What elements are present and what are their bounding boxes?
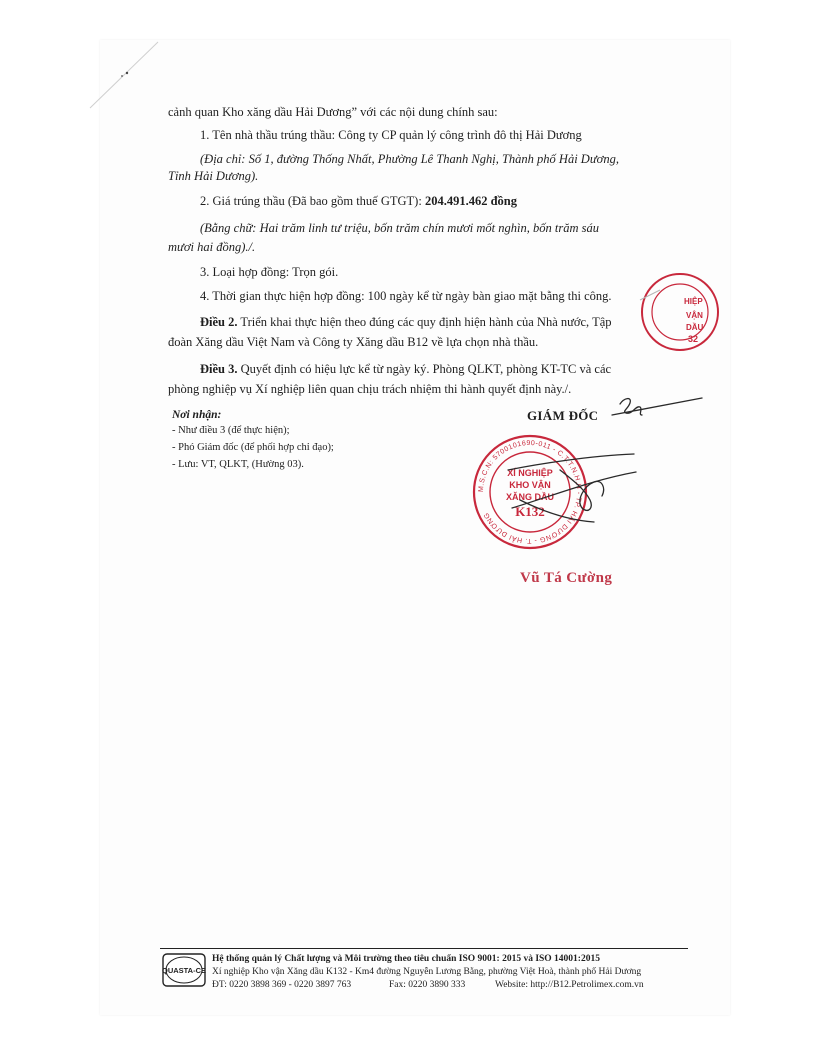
item-1-address-line-1: (Địa chỉ: Số 1, đường Thống Nhất, Phường Lê Thanh Nghị, Thành phố Hải Dương, xyxy=(200,152,619,166)
footer-iso-line: Hệ thống quản lý Chất lượng và Môi trường theo tiêu chuẩn ISO 9001: 2015 và ISO 14001:2015 xyxy=(212,954,600,964)
item-1-contractor: 1. Tên nhà thầu trúng thầu: Công ty CP quản lý công trình đô thị Hải Dương xyxy=(200,128,582,142)
partial-stamp-line-4: 32 xyxy=(688,334,699,344)
stamp-line-1: XÍ NGHIỆP xyxy=(507,468,553,478)
item-4-duration: 4. Thời gian thực hiện hợp đồng: 100 ngày kể từ ngày bàn giao mặt bằng thi công. xyxy=(200,289,612,303)
article-3-label: Điều 3. xyxy=(200,362,238,376)
stamp-line-2: KHO VẬN xyxy=(509,480,551,490)
article-3-text: Quyết định có hiệu lực kể từ ngày ký. Phòng QLKT, phòng KT-TC và các xyxy=(237,362,612,376)
item-1-address-line-2: Tỉnh Hải Dương). xyxy=(168,169,259,183)
footer-website: Website: http://B12.Petrolimex.com.vn xyxy=(495,980,644,990)
footer-divider xyxy=(160,948,688,949)
recipients-title: Nơi nhận: xyxy=(172,409,222,421)
stamp-line-3: XĂNG DẦU xyxy=(505,492,555,502)
quasta-ce-logo-icon xyxy=(162,953,206,987)
stamp-line-4: K132 xyxy=(515,504,545,519)
article-2-text: Triển khai thực hiện theo đúng các quy định hiện hành của Nhà nước, Tập xyxy=(237,315,612,329)
article-2-label: Điều 2. xyxy=(200,315,238,329)
signer-name: Vũ Tá Cường xyxy=(520,570,613,586)
intro-line: cảnh quan Kho xăng dầu Hải Dương” với các nội dung chính sau: xyxy=(168,105,498,119)
footer-fax: Fax: 0220 3890 333 xyxy=(389,980,466,990)
recipient-item: - Phó Giám đốc (để phối hợp chỉ đạo); xyxy=(172,442,334,453)
logo-text: QUASTA-CE xyxy=(162,966,206,975)
article-3-line-2: phòng nghiệp vụ Xí nghiệp liên quan chịu trách nhiệm thi hành quyết định này./. xyxy=(168,382,572,396)
item-3-contract-type: 3. Loại hợp đồng: Trọn gói. xyxy=(200,265,339,279)
partial-stamp-line-1: HIỆP xyxy=(684,297,703,306)
item-2-price-amount: 204.491.462 đồng xyxy=(424,194,517,208)
recipient-item: - Lưu: VT, QLKT, (Hường 03). xyxy=(172,459,304,470)
footer-phone: ĐT: 0220 3898 369 - 0220 3897 763 xyxy=(212,980,352,990)
partial-stamp-line-3: DẦU xyxy=(686,323,704,332)
item-2-price-label: 2. Giá trúng thầu (Đã bao gồm thuế GTGT): xyxy=(200,194,425,208)
stamp-ring-text: M.S.C.N: 5700101690-011 - C.T.T.N.H.H - TP. HẢI DƯƠNG - T. HẢI DƯƠNG xyxy=(477,439,583,545)
item-2-words-line-2: mươi hai đồng)./. xyxy=(168,240,256,254)
article-2-line-2: đoàn Xăng dầu Việt Nam và Công ty Xăng dầu B12 về lựa chọn nhà thầu. xyxy=(168,335,539,349)
partial-stamp-line-2: VẬN xyxy=(686,311,703,320)
item-2-words-line-1: (Bằng chữ: Hai trăm linh tư triệu, bốn trăm chín mươi mốt nghìn, bốn trăm sáu xyxy=(200,221,599,235)
signer-title: GIÁM ĐỐC xyxy=(527,408,599,423)
footer-address-line: Xí nghiệp Kho vận Xăng dầu K132 - Km4 đường Nguyễn Lương Bằng, phường Việt Hoà, thành phố Hải Dương xyxy=(212,967,642,977)
recipient-item: - Như điều 3 (để thực hiện); xyxy=(172,425,290,436)
